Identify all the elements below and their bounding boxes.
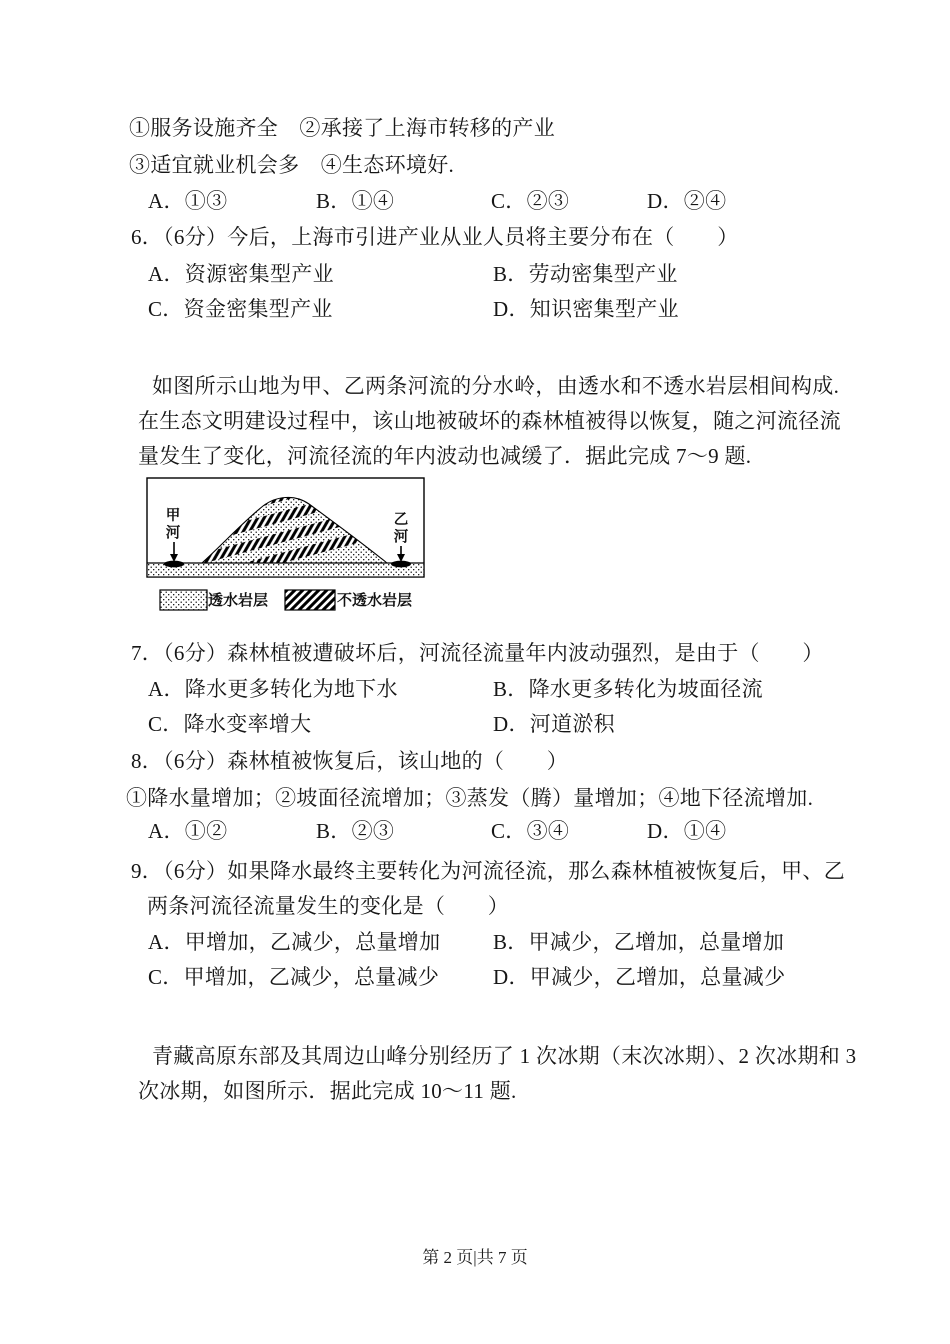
q5-items-line-2: ③适宜就业机会多 ④生态环境好. — [129, 153, 455, 177]
q8-option-b: B．②③ — [316, 819, 395, 843]
q9-option-b: B．甲减少，乙增加，总量增加 — [493, 930, 785, 954]
river-left-arrow — [170, 542, 178, 562]
q6-option-b: B．劳动密集型产业 — [493, 262, 678, 286]
q9-option-a: A．甲增加，乙减少，总量增加 — [148, 930, 441, 954]
river-left-label: 甲河 — [163, 507, 180, 542]
q5-option-d: D．②④ — [647, 189, 727, 213]
q5-option-b: B．①④ — [316, 189, 395, 213]
river-right-label: 乙河 — [391, 511, 408, 546]
q9-stem-line-2: 两条河流径流量发生的变化是（ ） — [147, 894, 510, 918]
q9-option-c: C．甲增加，乙减少，总量减少 — [148, 965, 440, 989]
ground-layer — [148, 563, 423, 576]
q9-option-d: D．甲减少，乙增加，总量减少 — [493, 965, 786, 989]
q7-option-d: D．河道淤积 — [493, 712, 615, 736]
river-right-arrow — [397, 546, 405, 562]
legend-impermeable-swatch — [285, 590, 335, 610]
q6-option-d: D．知识密集型产业 — [493, 297, 679, 321]
passage1-line-3: 量发生了变化，河流径流的年内波动也减缓了．据此完成 7～9 题. — [138, 444, 752, 468]
q6-stem: 6．（6分）今后，上海市引进产业从业人员将主要分布在（ ） — [131, 225, 739, 249]
page-footer: 第 2 页|共 7 页 — [422, 1248, 528, 1267]
q8-items: ①降水量增加；②坡面径流增加；③蒸发（腾）量增加；④地下径流增加. — [126, 786, 814, 810]
q5-option-c: C．②③ — [491, 189, 570, 213]
q6-option-c: C．资金密集型产业 — [148, 297, 333, 321]
q9-stem-line-1: 9．（6分）如果降水最终主要转化为河流径流，那么森林植被恢复后，甲、乙 — [131, 859, 845, 883]
q7-stem: 7．（6分）森林植被遭破坏后，河流径流量年内波动强烈，是由于（ ） — [131, 641, 824, 665]
legend-impermeable-label: 不透水岩层 — [337, 593, 413, 609]
passage1-line-2: 在生态文明建设过程中，该山地被破坏的森林植被得以恢复，随之河流径流 — [138, 409, 841, 433]
q7-option-b: B．降水更多转化为坡面径流 — [493, 677, 763, 701]
q5-items-line-1: ①服务设施齐全 ②承接了上海市转移的产业 — [129, 116, 555, 140]
passage1-line-1: 如图所示山地为甲、乙两条河流的分水岭，由透水和不透水岩层相间构成. — [152, 374, 840, 398]
q8-option-a: A．①② — [148, 819, 228, 843]
figure-mountain-cross-section — [145, 476, 430, 616]
q8-option-d: D．①④ — [647, 819, 727, 843]
q7-option-c: C．降水变率增大 — [148, 712, 312, 736]
legend-permeable-label: 透水岩层 — [208, 593, 269, 609]
q8-option-c: C．③④ — [491, 819, 570, 843]
passage2-line-1: 青藏高原东部及其周边山峰分别经历了 1 次冰期（末次冰期）、2 次冰期和 3 — [152, 1044, 857, 1068]
q8-stem: 8．（6分）森林植被恢复后，该山地的（ ） — [131, 749, 569, 773]
q7-option-a: A．降水更多转化为地下水 — [148, 677, 398, 701]
mountain-shape — [145, 476, 430, 602]
passage2-line-2: 次冰期，如图所示．据此完成 10～11 题. — [138, 1079, 517, 1103]
q6-option-a: A．资源密集型产业 — [148, 262, 334, 286]
legend-permeable-swatch — [160, 590, 207, 610]
q5-option-a: A．①③ — [148, 189, 228, 213]
